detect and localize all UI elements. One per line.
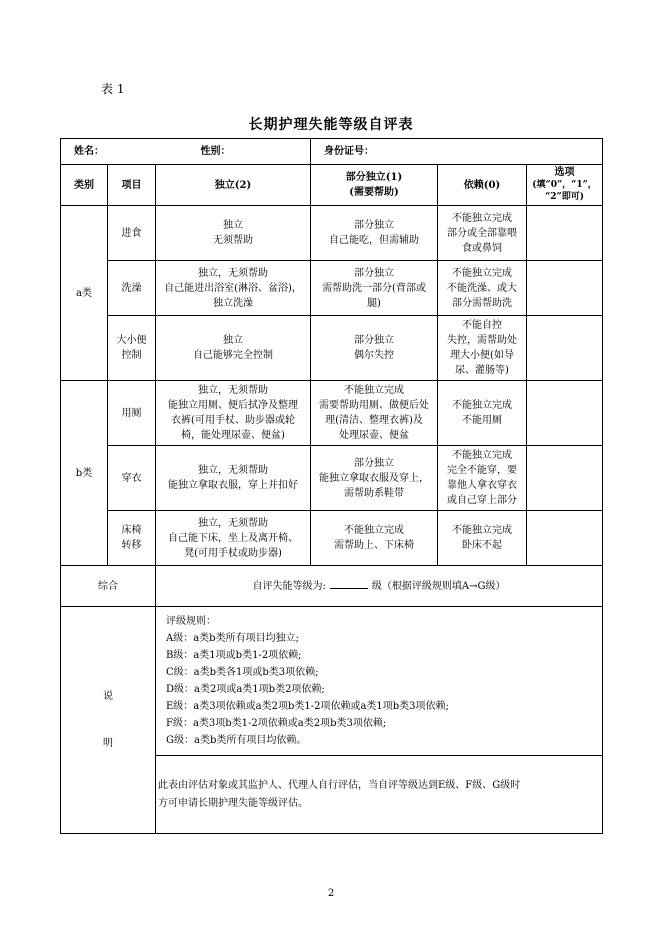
- header-category: 类别: [61, 165, 108, 206]
- rule-line: E级：a类3项依赖或a类2项b类1-2项依赖或a类1项b类3项依赖;: [166, 701, 449, 712]
- notes-rules-row: [61, 607, 603, 756]
- assessment-table: [60, 138, 603, 834]
- option-input-cell[interactable]: [527, 261, 603, 316]
- partial-desc: 不能独立完成 需帮助上、下床椅: [311, 511, 438, 566]
- independent-desc: 独立 无须帮助: [156, 206, 311, 261]
- item-name: 床椅 转移: [108, 511, 156, 566]
- notes-label: 说 明: [61, 607, 156, 834]
- option-input-cell[interactable]: [527, 381, 603, 446]
- dependent-desc: 不能独立完成 不能用厕: [438, 381, 527, 446]
- rule-line: B级：a类1项或b类1-2项依赖;: [166, 650, 302, 661]
- rating-rules: [156, 607, 603, 756]
- header-item: 项目: [108, 165, 156, 206]
- summary-label: 综合: [61, 566, 156, 607]
- item-name: 进食: [108, 206, 156, 261]
- dependent-desc: 不能独立完成 完全不能穿，要 靠他人拿衣穿衣 或自己穿上部分: [438, 446, 527, 511]
- rule-line: F级：a类3项b类1-2项依赖或a类2项b类3项依赖;: [166, 718, 387, 729]
- notes-footer: 此表由评估对象或其监护人、代理人自行评估，当自评等级达到E级、F级、G级时 方可申请长期护理失能等级评估。: [156, 756, 603, 834]
- independent-desc: 独立，无须帮助 能独立拿取衣服，穿上并扣好: [156, 446, 311, 511]
- independent-desc: 独立 自己能够完全控制: [156, 316, 311, 381]
- page-number: 2: [327, 888, 335, 899]
- rule-line: A级：a类b类所有项目均独立;: [166, 633, 299, 644]
- dependent-desc: 不能自控 失控，需帮助处 理大小便(如导 尿、灌肠等): [438, 316, 527, 381]
- option-input-cell[interactable]: [527, 316, 603, 381]
- rule-line: 评级规则：: [166, 616, 216, 627]
- rule-line: G级：a类b类所有项目均依赖。: [166, 735, 307, 746]
- table-row: [61, 381, 603, 446]
- rule-line: D级：a类2项或a类1项b类2项依赖;: [166, 684, 325, 695]
- table-row: [61, 511, 603, 566]
- option-input-cell[interactable]: [527, 511, 603, 566]
- independent-desc: 独立，无须帮助 自己能进出浴室(淋浴、盆浴)， 独立洗澡: [156, 261, 311, 316]
- gender-label: 性别：: [200, 146, 231, 157]
- partial-desc: 不能独立完成 需要帮助用厕、做便后处 理(清洁、整理衣裤)及 处理尿壶、便盆: [311, 381, 438, 446]
- item-name: 大小便 控制: [108, 316, 156, 381]
- partial-desc: 部分独立 能独立拿取衣服及穿上， 需帮助系鞋带: [311, 446, 438, 511]
- option-input-cell[interactable]: [527, 446, 603, 511]
- table-row: [61, 446, 603, 511]
- category-label: a类: [61, 206, 108, 381]
- id-label: 身份证号：: [311, 139, 603, 165]
- partial-desc: 部分独立 需帮助洗一部分(背部或 腿): [311, 261, 438, 316]
- item-name: 用厕: [108, 381, 156, 446]
- dependent-desc: 不能独立完成 部分或全部靠喂 食或鼻饲: [438, 206, 527, 261]
- header-partial: 部分独立(1) (需要帮助): [311, 165, 438, 206]
- page-title: 长期护理失能等级自评表: [248, 117, 414, 133]
- option-input-cell[interactable]: [527, 206, 603, 261]
- dependent-desc: 不能独立完成 卧床不起: [438, 511, 527, 566]
- summary-text: 自评失能等级为: 级（根据评级规则填A→G级）: [156, 566, 603, 607]
- dependent-desc: 不能独立完成 不能洗澡、或大 部分需帮助洗: [438, 261, 527, 316]
- header-independent: 独立(2): [156, 165, 311, 206]
- summary-row: [61, 566, 603, 607]
- table-row: [61, 206, 603, 261]
- independent-desc: 独立，无须帮助 自己能下床，坐上及离开椅、 凳(可用手杖或助步器): [156, 511, 311, 566]
- item-name: 洗澡: [108, 261, 156, 316]
- rule-line: C级：a类b类各1项或b类3项依赖;: [166, 667, 319, 678]
- partial-desc: 部分独立 自己能吃，但需辅助: [311, 206, 438, 261]
- partial-desc: 部分独立 偶尔失控: [311, 316, 438, 381]
- table-row: [61, 316, 603, 381]
- table-label: 表 1: [101, 82, 125, 96]
- header-dependent: 依赖(0): [438, 165, 527, 206]
- header-option: 选项 (填“0”，“1”， “2”即可): [527, 165, 603, 206]
- category-label: b类: [61, 381, 108, 566]
- item-name: 穿衣: [108, 446, 156, 511]
- info-row: [61, 139, 603, 165]
- independent-desc: 独立，无须帮助 能独立用厕、便后拭净及整理 衣裤(可用手杖、助步器或轮 椅，能处理尿壶、便盆): [156, 381, 311, 446]
- table-row: [61, 261, 603, 316]
- name-label: 姓名：: [74, 146, 104, 157]
- grade-blank[interactable]: [330, 578, 368, 589]
- header-row: [61, 165, 603, 206]
